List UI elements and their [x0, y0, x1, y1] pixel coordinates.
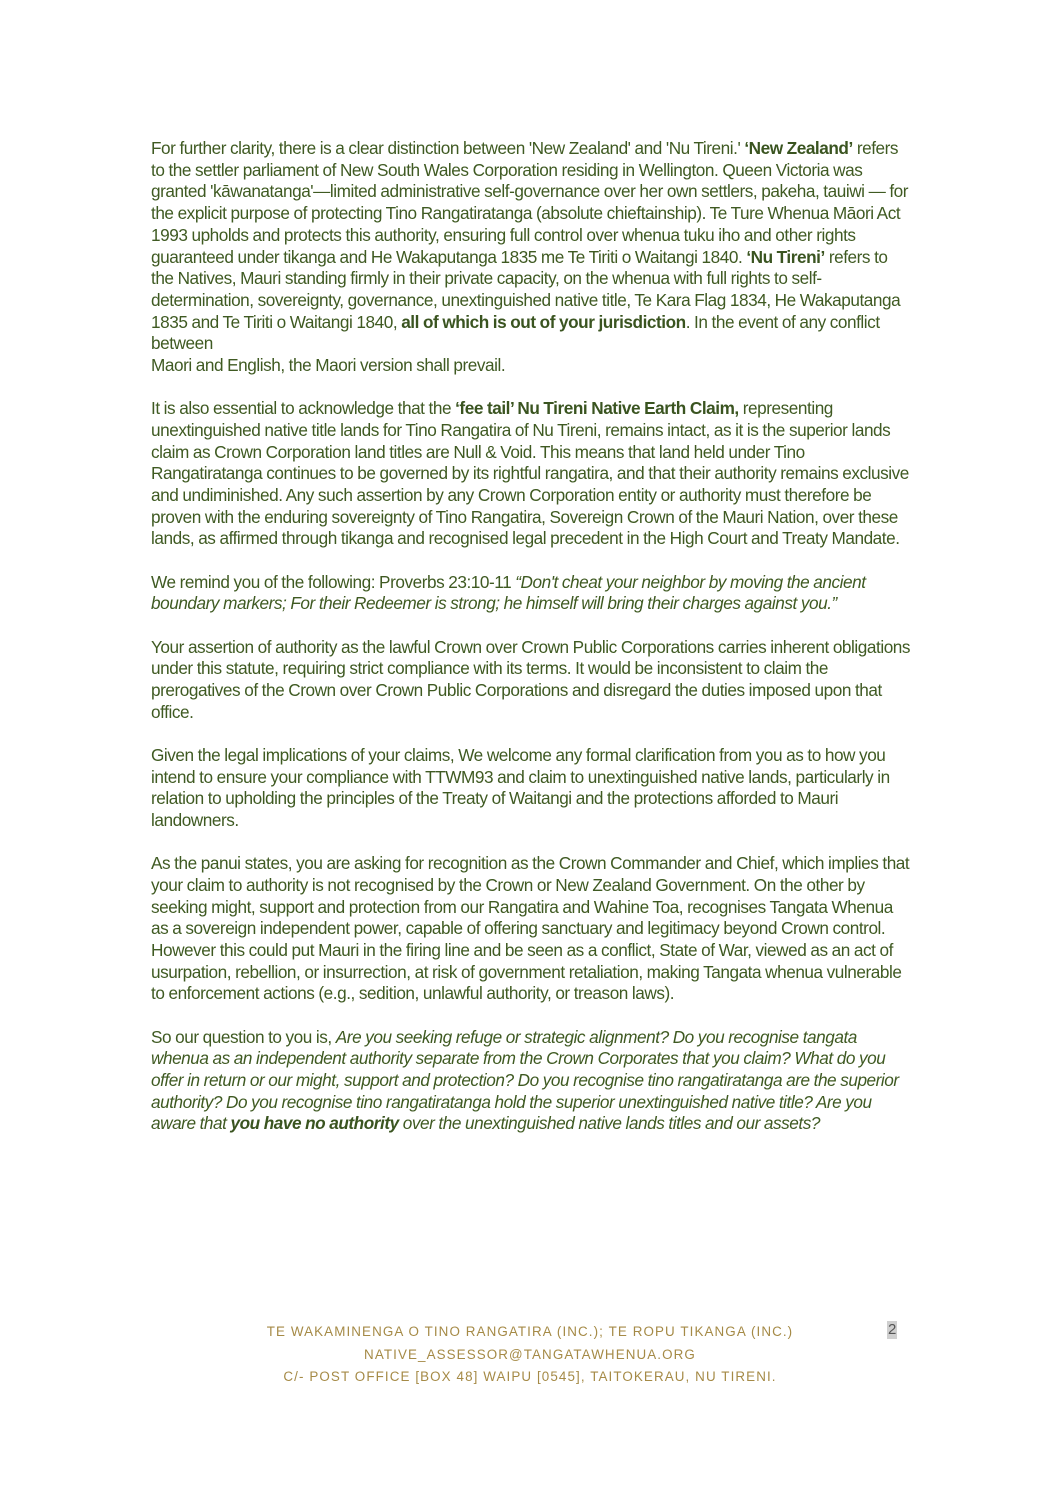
bold-jurisdiction: all of which is out of your jurisdiction [401, 311, 686, 332]
questions-italic-end: over the unextinguished native lands titles and our assets? [398, 1113, 820, 1134]
text-segment: refers to the Natives, Mauri standing firmly in their private capacity, on the whenua with full rights to self-determination, sovereignty, governance, unextinguished native title, Te Kara Flag 1834, He Wakaputanga 1835 and Te Tiriti o Waitangi 1840, [151, 246, 901, 332]
paragraph-definitions [151, 138, 911, 377]
text-segment: Your assertion of authority as the lawful Crown over Crown Public Corporations carries inherent obligations under this statute, requiring strict compliance with its terms. It would be inconsistent to claim the prerogatives of the Crown over Crown Public Corporations and disregard the duties imposed upon that office. [151, 636, 911, 722]
text-segment: So our question to you is, [151, 1026, 336, 1047]
footer-organisation: TE WAKAMINENGA O TINO RANGATIRA (INC.); TE ROPU TIKANGA (INC.) [266, 1324, 794, 1339]
text-segment: . In the event of any conflict between Maori and English, the Maori version shall prevail. [151, 311, 880, 376]
paragraph-questions [151, 1027, 911, 1136]
text-segment: Given the legal implications of your claims, We welcome any formal clarification from you as to how you intend to ensure your compliance with TTWM93 and claim to unextinguished native lands, particularly in relation to upholding the principles of the Treaty of Waitangi and the protections afforded to Mauri landowners. [151, 744, 890, 830]
document-body [151, 138, 911, 1157]
bold-no-authority: you have no authority [230, 1113, 399, 1134]
bold-term-nu-tireni: ‘Nu Tireni’ [746, 246, 825, 267]
bold-fee-tail-claim: ‘fee tail’ Nu Tireni Native Earth Claim, [455, 398, 739, 419]
paragraph-clarification [151, 745, 911, 832]
text-segment: It is also essential to acknowledge that the [151, 398, 456, 419]
bold-term-new-zealand: ‘New Zealand’ [744, 138, 853, 158]
paragraph-proverbs [151, 572, 911, 615]
paragraph-assertion [151, 637, 911, 724]
text-segment: As the panui states, you are asking for recognition as the Crown Commander and Chief, which implies that your claim to authority is not recognised by the Crown or New Zealand Government. On the other by seeking might, support and protection from our Rangatira and Wahine Toa, recognises Tangata Whenua as a sovereign independent power, capable of offering sanctuary and legitimacy beyond Crown control. However this could put Mauri in the firing line and be seen as a conflict, State of War, viewed as an act of usurpation, rebellion, or insurrection, at risk of government retaliation, making Tangata whenua vulnerable to enforcement actions (e.g., sedition, unlawful authority, or treason laws). [151, 853, 910, 1004]
page-footer [150, 1321, 910, 1389]
text-segment: We remind you of the following: Proverbs 23:10-11 [151, 571, 516, 592]
paragraph-earth-claim [151, 398, 911, 550]
footer-address: C/- POST OFFICE [BOX 48] WAIPU [0545], TAITOKERAU, NU TIRENI. [283, 1369, 777, 1384]
text-segment: representing unextinguished native title lands for Tino Rangatira of Nu Tireni, remains intact, as it is the superior lands claim as Crown Corporation land titles are Null & Void. This means that land held under Tino Rangatiratanga continues to be governed by its rightful rangatira, and that their authority remains exclusive and undiminished. Any such assertion by any Crown Corporation entity or authority must therefore be proven with the enduring sovereignty of Tino Rangatira, Sovereign Crown of the Mauri Nation, over these lands, as affirmed through tikanga and recognised legal precedent in the High Court and Treaty Mandate. [151, 398, 909, 549]
questions-italic: Are you seeking refuge or strategic alignment? Do you recognise tangata whenua as an independent authority separate from the Crown Corporates that you claim? What do you offer in return or our might, support and protection? Do you recognise tino rangatiratanga are the superior authority? Do you recognise tino rangatiratanga hold the superior unextinguished native title? Are you aware that [151, 1026, 899, 1134]
paragraph-panui [151, 853, 911, 1005]
proverbs-quote: “Don't cheat your neighbor by moving the ancient boundary markers; For their Redeemer is strong; he himself will bring their charges against you.” [151, 571, 866, 614]
page-number: 2 [888, 1321, 897, 1338]
text-segment: refers to the settler parliament of New South Wales Corporation residing in Wellington. Queen Victoria was granted 'kāwanatanga'—limited administrative self-governance over her own settlers, pakeha, tauiwi — for the explicit purpose of protecting Tino Rangatiratanga (absolute chieftainship). Te Ture Whenua Māori Act 1993 upholds and protects this authority, ensuring full control over whenua tuku iho and other rights guaranteed under tikanga and He Wakaputanga 1835 me Te Tiriti o Waitangi 1840. [151, 138, 909, 267]
footer-email: NATIVE_ASSESSOR@TANGATAWHENUA.ORG [364, 1346, 696, 1362]
text-segment: For further clarity, there is a clear distinction between 'New Zealand' and 'Nu Tireni.' [151, 138, 745, 158]
